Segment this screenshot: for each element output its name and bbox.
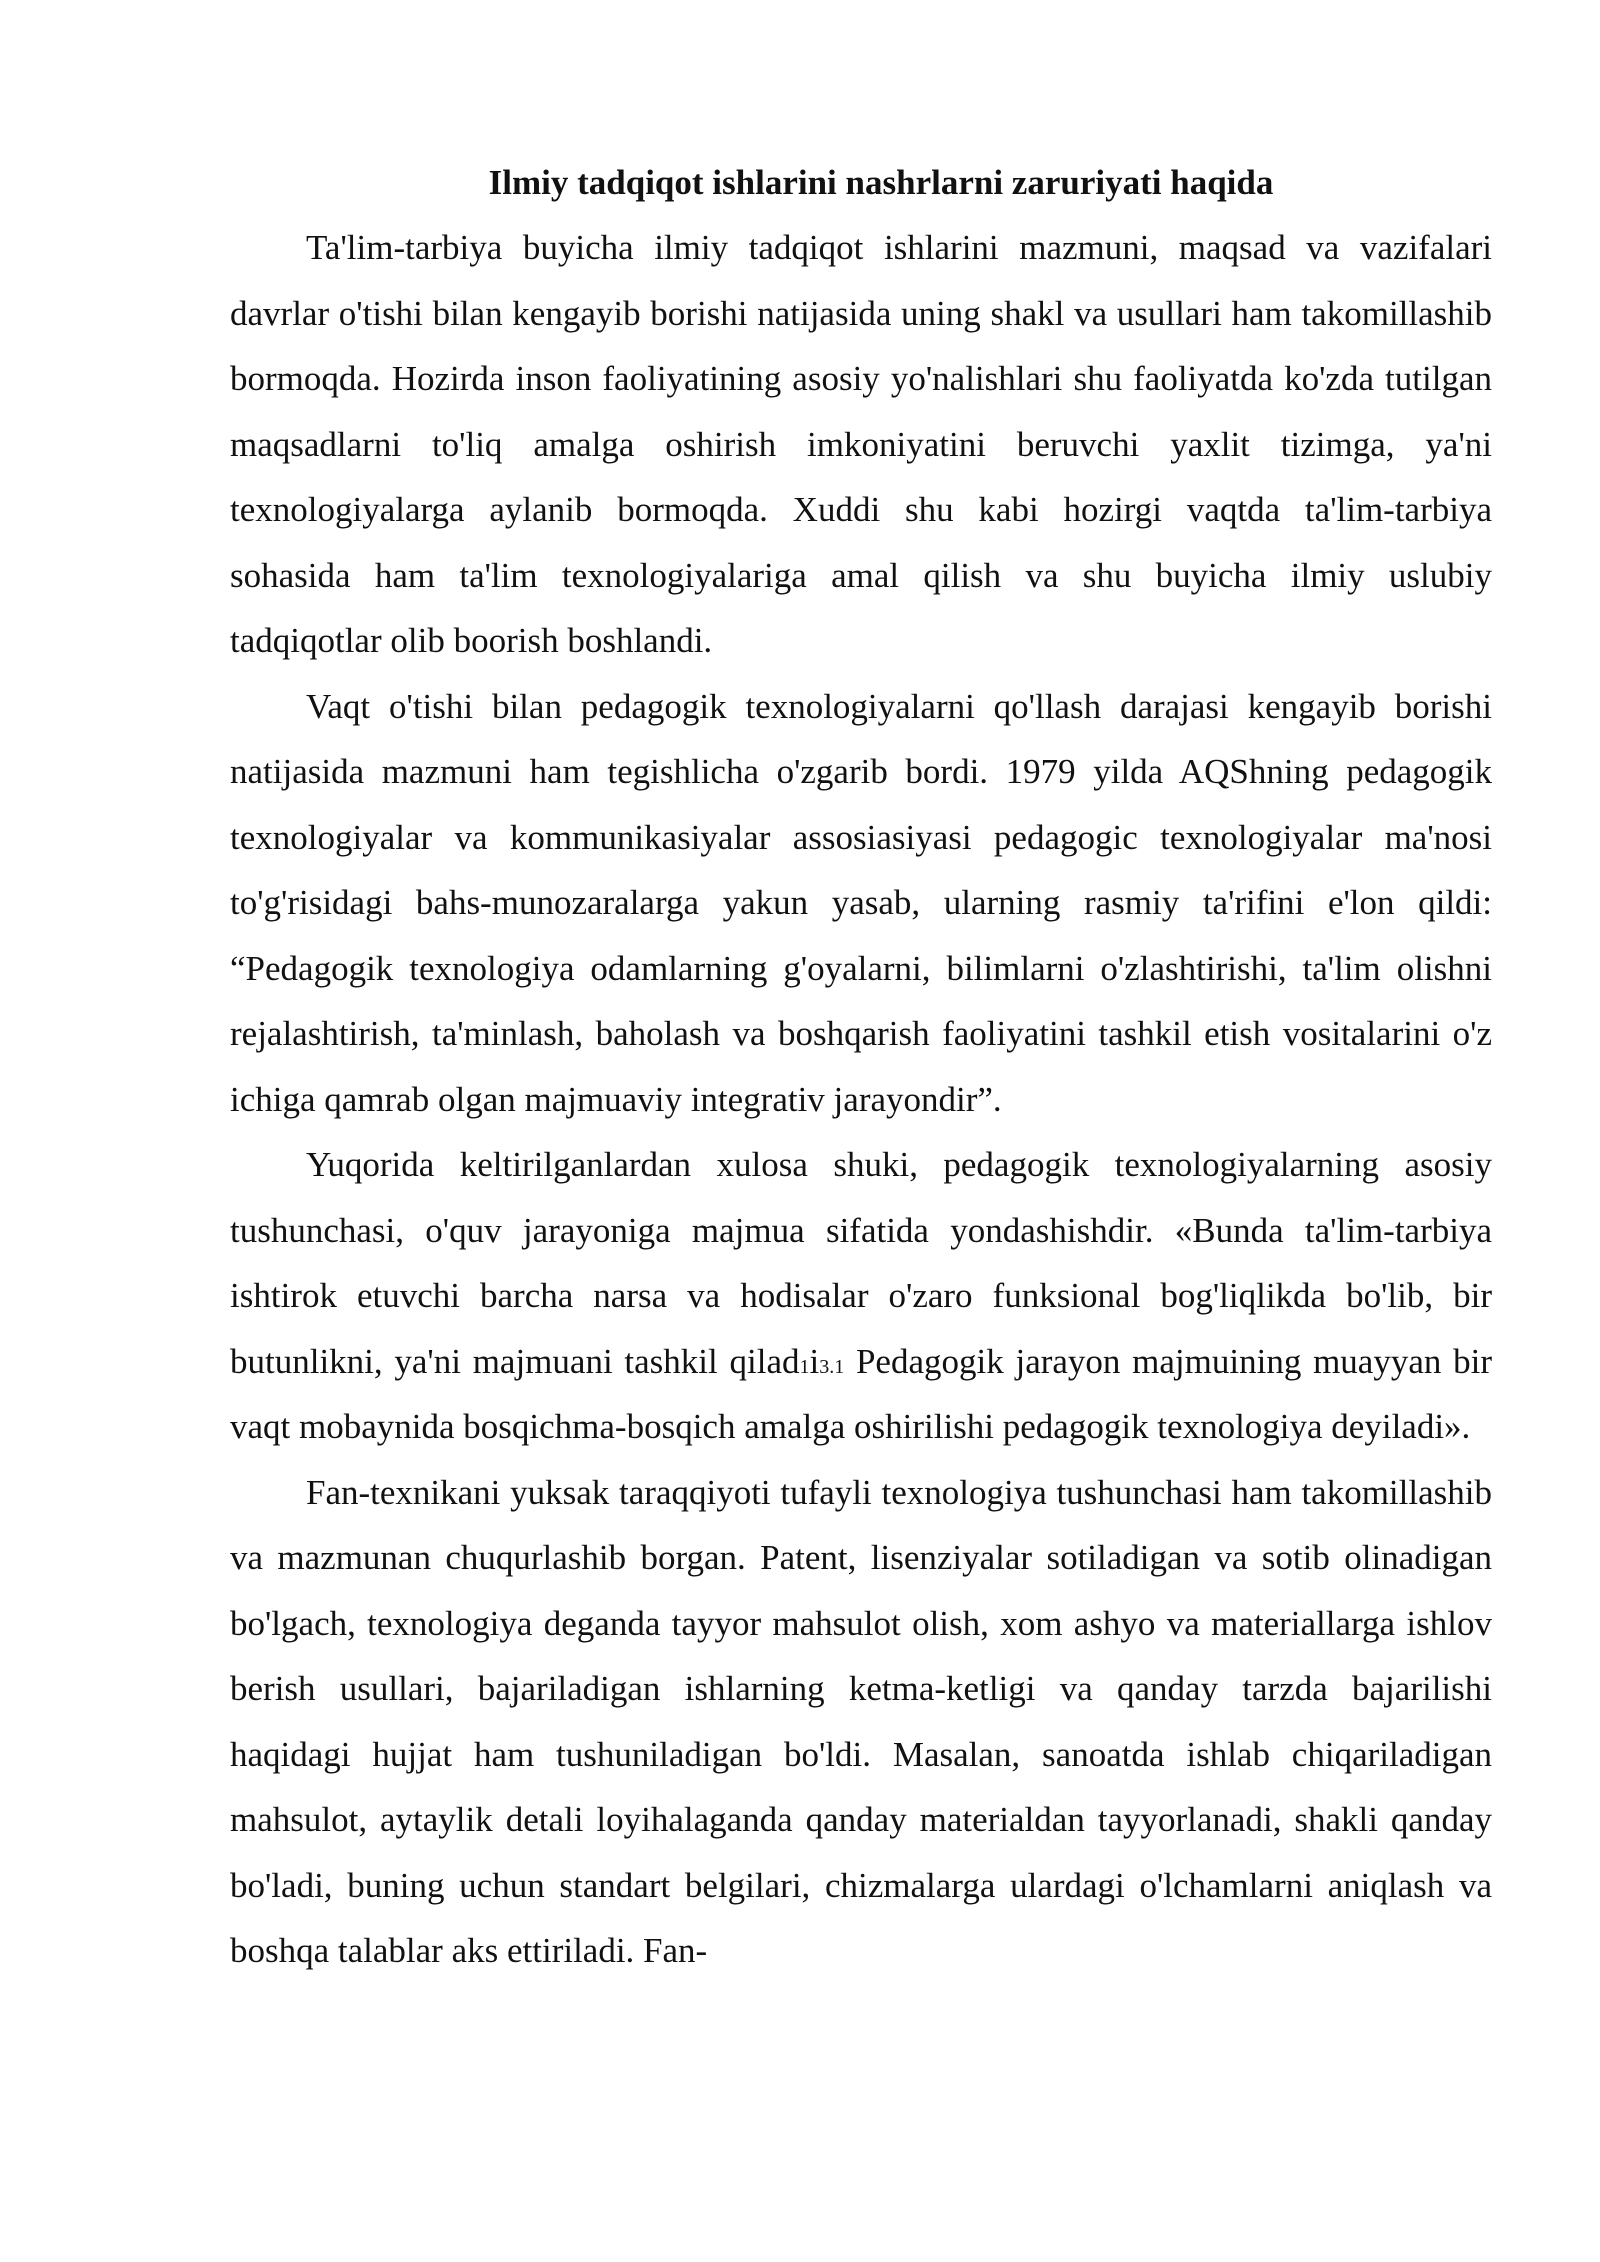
paragraph-2: Vaqt o'tishi bilan pedagogik texnologiyalarni qo'llash darajasi kengayib borishi natijasida mazmuni ham tegishlicha o'zgarib bordi. 1979 yilda AQShning pedagogik texnologiyalar va kommunikasiyalar assosiasiyasi pedagogic texnologiyalar ma'nosi to'g'risidagi bahs-munozaralarga yakun yasab, ularning rasmiy ta'rifini e'lon qildi: “Pedagogik texnologiya odamlarning g'oyalarni, bilimlarni o'zlashtirishi, ta'lim olishni rejalashtirish, ta'minlash, baholash va boshqarish faoliyatini tashkil etish vositalarini o'z ichiga qamrab olgan majmuaviy integrativ jarayondir”. — [230, 686, 1492, 1119]
paragraph-3 — [230, 1132, 1492, 1460]
footnote-subscript-2: 3.1 — [819, 1355, 845, 1378]
document-page — [230, 150, 1492, 1984]
paragraph-1: Ta'lim-tarbiya buyicha ilmiy tadqiqot ishlarini mazmuni, maqsad va vazifalari davrlar o'tishi bilan kengayib borishi natijasida uning shakl va usullari ham takomillashib bormoqda. Hozirda inson faoliyatining asosiy yo'nalishlari shu faoliyatda ko'zda tutilgan maqsadlarni to'liq amalga oshirish imkoniyatini beruvchi yaxlit tizimga, ya'ni texnologiyalarga aylanib bormoqda. Xuddi shu kabi hozirgi vaqtda ta'lim-tarbiya sohasida ham ta'lim texnologiyalariga amal qilish va shu buyicha ilmiy uslubiy tadqiqotlar olib boorish boshlandi. — [230, 228, 1492, 660]
paragraph-3-text-end: Pedagogik jarayon majmuining muayyan bir vaqt mobaynida bosqichma-bosqich amalga oshirilishi pedagogik texnologiya deyiladi». — [230, 1341, 1492, 1446]
document-title: Ilmiy tadqiqot ishlarini nashrlarni zaruriyati haqida — [488, 163, 1274, 202]
paragraph-4: Fan-texnikani yuksak taraqqiyoti tufayli texnologiya tushunchasi ham takomillashib va mazmunan chuqurlashib borgan. Patent, lisenziyalar sotiladigan va sotib olinadigan bo'lgach, texnologiya deganda tayyor mahsulot olish, xom ashyo va materiallarga ishlov berish usullari, bajariladigan ishlarning ketma-ketligi va qanday tarzda bajarilishi haqidagi hujjat ham tushuniladigan bo'ldi. Masalan, sanoatda ishlab chiqariladigan mahsulot, aytaylik detali loyihalaganda qanday materialdan tayyorlanadi, shakli qanday bo'ladi, buning uchun standart belgilari, chizmalarga ulardagi o'lchamlarni aniqlash va boshqa talablar aks ettiriladi. Fan- — [230, 1472, 1492, 1970]
paragraph-3-text-mid: i — [809, 1341, 820, 1381]
paragraph-3-text-start: Yuqorida keltirilganlardan xulosa shuki, pedagogik texnologiyalarning asosiy tushunchasi, o'quv jarayoniga majmua sifatida yondashishdir. «Bunda ta'lim-tarbiya ishtirok etuvchi barcha narsa va hodisalar o'zaro funksional bog'liqlikda bo'lib, bir butunlikni, ya'ni majmuani tashkil qilad — [230, 1145, 1492, 1381]
footnote-subscript-1: 1 — [799, 1355, 810, 1378]
